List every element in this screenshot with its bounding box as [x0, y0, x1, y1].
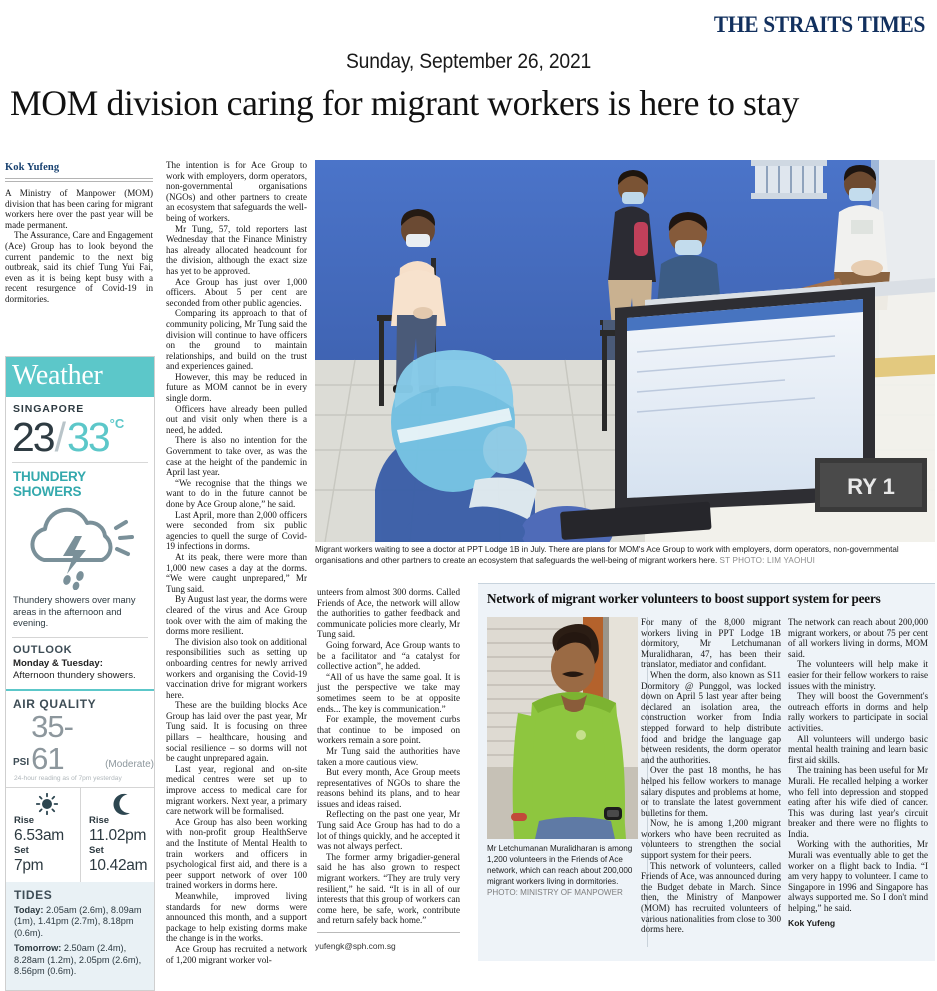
paragraph: Last year, regional and on-site medical centres were set up to improve access to medical care for migrant workers. Next year, a primary care network will be formalised.	[166, 763, 307, 817]
moonrise-value: 11.02pm	[89, 826, 147, 844]
sunset-label: Set	[14, 844, 29, 856]
paragraph: The training has been useful for Mr Murali. He recalled helping a worker who fell into depression and stopped eating after his wife died of cancer. This was during last year's circuit breaker and there were no flights to India.	[788, 765, 928, 839]
outlook-body	[6, 658, 154, 689]
paragraph: Officers have already been pulled out and visit only when there is a need, he added.	[166, 403, 307, 435]
weather-panel	[5, 356, 155, 991]
paragraph: Mr Tung said the authorities have taken a more cautious view.	[317, 745, 460, 767]
paragraph: Comparing its approach to that of community policing, Mr Tung said the division will continue to have officers on the ground to maintain relationships, and build on the trust and experiences gained.	[166, 308, 307, 372]
weather-temperature	[6, 415, 154, 461]
outlook-text: Afternoon thundery showers.	[13, 669, 136, 681]
weather-title: Weather	[6, 357, 154, 397]
temp-separator: /	[54, 414, 67, 460]
paragraph: “All of us have the same goal. It is just the perspective we take may sometimes seem to be at opposite ends... The key is communication.”	[317, 671, 460, 714]
main-photo	[315, 160, 935, 542]
paragraph: There is also no intention for the Government to take over, as was the case at the height of the pandemic in April last year.	[166, 435, 307, 478]
paragraph: But every month, Ace Group meets representatives of NGOs to share the reasons behind its plans, and to hear issues and ideas raised.	[317, 767, 460, 809]
paragraph: They will boost the Government's outreach efforts in dorms and help rally workers to participate in social activities.	[788, 691, 928, 733]
paragraph: Over the past 18 months, he has helped his fellow workers to manage salary disputes and problems at home, or to translate the latest government bulletins for them.	[641, 765, 781, 818]
outlook-heading: OUTLOOK	[13, 643, 73, 656]
sidebar-column-2-text	[788, 617, 928, 928]
paragraph: Meanwhile, improved living standards for new dorms were announced this month, and a support package to help existing dorms make the change is in the works.	[166, 890, 307, 944]
psi-row	[6, 708, 154, 776]
paragraph: The division also took on additional responsibilities such as setting up onboarding centres for newly arrived workers and organising the Covid-19 vaccination drive for migrant workers here.	[166, 636, 307, 700]
paragraph: The Assurance, Care and Engagement (Ace) Group has to look beyond the current pandemic to the next big outbreak, said its chief Tung Yui Fai, even as it is being kept busy with a recent resurgence of Covid-19 in dormitories.	[5, 230, 153, 304]
tides-tomorrow	[14, 943, 146, 978]
paragraph: unteers from almost 300 dorms. Called Friends of Ace, the network will allow the authorities to gather feedback and communicate policies more clearly, Mr Tung said.	[317, 587, 460, 640]
main-photo-illustration	[315, 160, 935, 542]
sidebar-heading: Network of migrant worker volunteers to boost support system for peers	[487, 591, 881, 606]
column-1	[5, 162, 153, 305]
photo-credit: ST PHOTO: LIM YAOHUI	[719, 555, 816, 565]
divider	[5, 178, 153, 182]
paragraph: Going forward, Ace Group wants to be a facilitator and “a catalyst for collective action”, he added.	[317, 639, 460, 672]
thunderstorm-icon	[6, 501, 154, 593]
sunrise-value: 6.53am	[14, 826, 64, 844]
publication-logo: THE STRAITS TIMES	[713, 12, 925, 37]
sidebar-box	[478, 583, 935, 961]
tides-tomorrow-value: 2.50am (2.4m), 8.28am (1.2m), 2.05pm (2.6m), 8.56pm (0.6m).	[14, 943, 142, 977]
masthead	[0, 0, 937, 48]
sun-icon	[14, 793, 80, 815]
paragraph: Ace Group has just over 1,000 officers. About 5 per cent are seconded from other public agencies.	[166, 276, 307, 308]
caption-text: Mr Letchumanan Muralidharan is among 1,200 volunteers in the Friends of Ace network, which can reach about 200,000 migrant workers living in dormitories.	[487, 844, 633, 886]
paragraph: The former army brigadier-general said he has also grown to respect migrant workers. “They are truly very resilient,” he said. “It is in all of our interests that this group of workers can come here, be safe, work, contribute and return safely back home.”	[317, 851, 460, 926]
temp-low: 23	[12, 414, 54, 460]
weather-condition: THUNDERY SHOWERS	[13, 469, 86, 499]
sidebar-column-1-text	[641, 617, 781, 935]
sunrise-label: Rise	[14, 814, 35, 826]
psi-label: PSI	[13, 756, 30, 768]
paragraph: The intention is for Ace Group to work with employers, dorm operators, non-governmental organisations (NGOs) and other partners to create an ecosystem that safeguards the well-being of workers.	[166, 160, 307, 223]
paragraph: Last April, more than 2,000 officers were seconded from six public agencies to quell the surge of Covid-19 infections in dorms.	[166, 509, 307, 552]
air-quality-heading: AIR QUALITY	[13, 696, 97, 711]
tides-section	[6, 882, 154, 990]
moonset-label: Set	[89, 844, 104, 856]
sidebar-photo	[487, 617, 638, 839]
author-email: yufengk@sph.com.sg	[315, 941, 396, 951]
paragraph: When the dorm, also known as S11 Dormitory @ Punggol, was locked down on April 5 last year after being declared an isolation area, the construction worker from India stepped forward to help distribute food and bridge the language gap between residents, the dorm operator and the authorities.	[641, 669, 781, 765]
paragraph: Ace Group has also been working with non-profit group HealthServe and the Institute of Mental Health to train workers and officers in psychological first aid, and there is a peer support network of over 100 trained workers in dorms here.	[166, 816, 307, 891]
sunrise-sunset-cell	[6, 788, 80, 882]
article-column-3-text	[317, 587, 460, 926]
psi-value: 35-61	[31, 708, 73, 776]
paragraph: For example, the movement curbs that continue to be imposed on workers remain a sore point.	[317, 714, 460, 746]
tides-today-label: Today:	[14, 904, 44, 915]
byline: Kok Yufeng	[5, 162, 60, 173]
moon-icon	[89, 793, 154, 815]
tides-tomorrow-label: Tomorrow:	[14, 943, 62, 954]
page-title: MOM division caring for migrant workers is here to stay	[10, 83, 799, 123]
tides-today	[14, 905, 146, 940]
temp-unit: °C	[109, 416, 125, 431]
paragraph: The volunteers will help make it easier for their fellow workers to raise issues with the ministry.	[788, 659, 928, 691]
sidebar-photo-caption	[487, 843, 638, 898]
temp-high: 33	[67, 414, 109, 460]
svg-text:RY 1: RY 1	[847, 474, 895, 499]
paragraph: Now, he is among 1,200 migrant workers who have been recruited as volunteers to strengthen the social support system for their peers.	[641, 818, 781, 861]
sunset-value: 7pm	[14, 856, 44, 874]
moonrise-moonset-cell	[80, 788, 154, 882]
paragraph: Working with the authorities, Mr Murali was eventually able to get the worker on a flight back to India. “I am very happy to volunteer. I came to Singapore in 1996 and Singapore has always supported me. So I don't mind helping,” he said.	[788, 839, 928, 914]
psi-note: 24-hour reading as of 7pm yesterday	[14, 774, 122, 782]
weather-city: SINGAPORE	[13, 403, 85, 415]
photo-credit: PHOTO: MINISTRY OF MANPOWER	[487, 888, 623, 897]
paragraph: “We recognise that the things we want to do in the future cannot be done by Ace Group alone,” he said.	[166, 477, 307, 509]
main-photo-caption	[315, 545, 935, 566]
moonrise-label: Rise	[89, 814, 110, 826]
weather-description: Thundery showers over many areas in the afternoon and evening.	[13, 595, 136, 629]
moonset-value: 10.42am	[89, 856, 148, 874]
paragraph: For many of the 8,000 migrant workers living in PPT Lodge 1B dormitory, Mr Letchumanan Muralidharan, 47, has been their translator, mediator and confidant.	[641, 617, 781, 670]
paragraph: However, this may be reduced in future as MOM cannot be in every single dorm.	[166, 371, 307, 404]
paragraph: A Ministry of Manpower (MOM) division that has been caring for migrant workers here over the past year will be made permanent.	[5, 188, 153, 230]
paragraph: Ace Group has recruited a network of 1,200 migrant worker vol-	[166, 943, 307, 965]
paragraph: At its peak, there were more than 1,000 new cases a day at the dorms. “We were caught unprepared,” Mr Tung said.	[166, 551, 307, 594]
paragraph: Reflecting on the past one year, Mr Tung said Ace Group has had to do a lot of things quickly, and he accepted it was not always perfect.	[317, 809, 460, 852]
article-column-2-text	[166, 160, 307, 965]
dateline: Sunday, September 26, 2021	[345, 50, 592, 73]
paragraph: These are the building blocks Ace Group has laid over the past year, Mr Tung said. It is focusing on three pillars – healthcare, housing and social resilience – so dorms will not be caught unprepared again.	[166, 700, 307, 764]
sidebar-byline: Kok Yufeng	[788, 917, 836, 928]
paragraph: All volunteers will undergo basic mental health training and learn basic first aid skills.	[788, 733, 928, 765]
divider	[317, 932, 460, 933]
tides-today-value: 2.05am (2.6m), 8.09am (1m), 1.41pm (2.7m), 8.18pm (0.6m).	[14, 904, 142, 938]
sidebar-photo-illustration	[487, 617, 638, 839]
tides-heading: TIDES	[14, 887, 53, 902]
sun-moon-row	[6, 787, 154, 882]
paragraph: This network of volunteers, called Friends of Ace, was announced during the Budget debate in March. Since then, the Ministry of Manpower (MOM) has recruited volunteers of various nationalities from close to 300 dorms here.	[641, 860, 781, 935]
caption-text: Migrant workers waiting to see a doctor at PPT Lodge 1B in July. There are plans for MOM's Ace Group to work with employers, dorm operators, non-governmental organisations and other partners to create an ecosystem that safeguards the well-being of migrant workers here.	[315, 545, 899, 565]
paragraph: By August last year, the dorms were cleared of the virus and Ace Group took over with the aim of making the dorms more resilient.	[166, 594, 307, 637]
paragraph: The network can reach about 200,000 migrant workers, or about 75 per cent of all workers living in dorms, MOM said.	[788, 617, 928, 659]
psi-descriptor: (Moderate)	[105, 758, 154, 770]
paragraph: Mr Tung, 57, told reporters last Wednesday that the Finance Ministry has already allocated headcount for the division, although the exact size has yet to be approved.	[166, 223, 307, 276]
outlook-days: Monday & Tuesday:	[13, 657, 103, 669]
article-column-1-text	[5, 188, 153, 305]
